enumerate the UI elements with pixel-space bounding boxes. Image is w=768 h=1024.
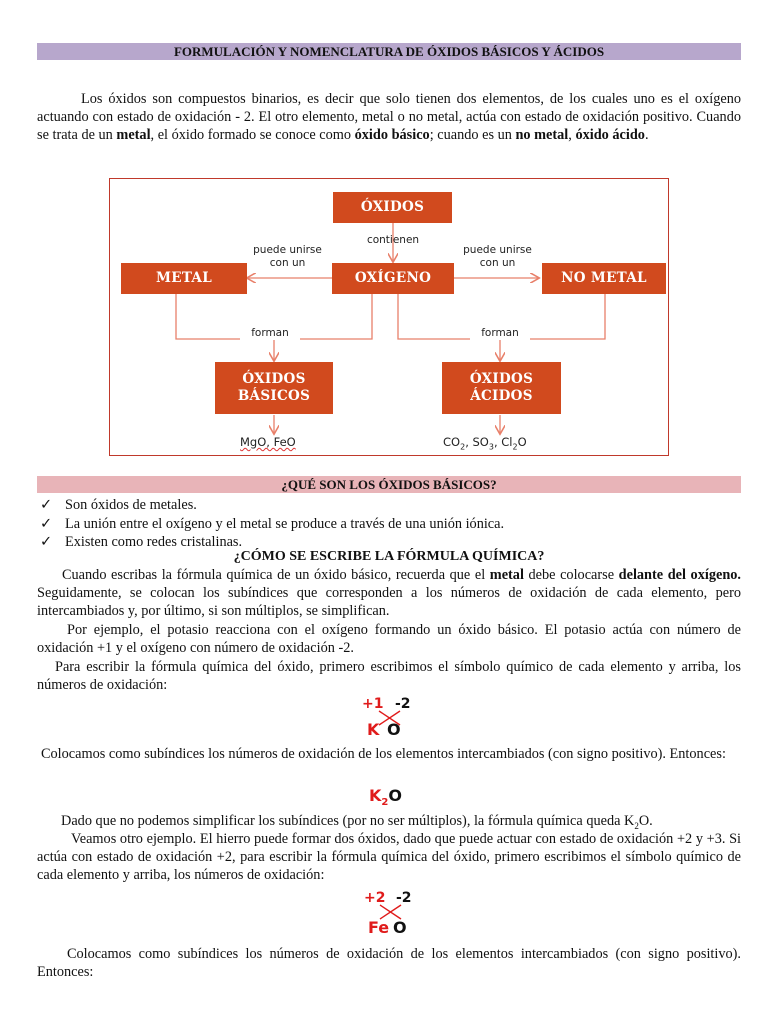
k2o-formula: $K_2O$ (369, 786, 402, 809)
box-oxidos: ÓXIDOS (333, 192, 452, 223)
box-no-metal: NO METAL (542, 263, 666, 294)
paragraph-subscripts: Colocamos como subíndices los números de oxidación de los elementos intercambiados (con signo positivo). Entonces: (41, 746, 726, 762)
basic-oxides-list (40, 496, 504, 552)
checkmark-icon: ✓ (40, 534, 52, 550)
box-oxidos-basicos: ÓXIDOS BÁSICOS (215, 362, 333, 414)
section-title-basic-oxides: ¿QUÉ SON LOS ÓXIDOS BÁSICOS? (37, 476, 741, 493)
formula-section-title: ¿CÓMO SE ESCRIBE LA FÓRMULA QUÍMICA? (233, 549, 545, 564)
paragraph-iron-example: Veamos otro ejemplo. El hierro puede formar dos óxidos, dado que puede actuar con estado de oxidación +2 y +3. Si actúa con estado de oxidación +2, para escribir la fórmula química del óxido, primero escribimos el símbolo químico de cada elemento y arriba, los números de oxidación: (37, 831, 741, 884)
paragraph-potassium-example: Por ejemplo, el potasio reacciona con el oxígeno formando un óxido básico. El potasio actúa con número de oxidación +1 y el oxígeno con número de oxidación -2. (37, 622, 741, 657)
page-title: FORMULACIÓN Y NOMENCLATURA DE ÓXIDOS BÁSICOS Y ÁCIDOS (37, 43, 741, 60)
oxides-concept-map (109, 178, 669, 456)
paragraph-write-symbols: Para escribir la fórmula química del óxido, primero escribimos el símbolo químico de cada elemento y arriba, los números de oxidación: (37, 659, 741, 694)
paragraph-k2o-result: Dado que no podemos simplificar los subíndices (por no ser múltiplos), la fórmula química queda $K_2O$. (61, 813, 653, 831)
list-item: ✓ La unión entre el oxígeno y el metal se produce a través de una unión iónica. (40, 515, 505, 532)
checkmark-icon: ✓ (40, 497, 52, 513)
box-metal: METAL (121, 263, 247, 294)
basic-oxide-examples: MgO, FeO (240, 435, 296, 449)
intro-paragraph: Los óxidos son compuestos binarios, es decir que solo tienen dos elementos, de los cuales uno es el oxígeno actuando con estado de oxidación - 2. El otro elemento, metal o no metal, actúa con estado de oxidación positivo. Cuando se trata de un metal, el óxido formado se conoce como óxido básico; cuando es un no metal, óxido ácido. (37, 91, 741, 144)
label-contienen: contienen (366, 234, 420, 246)
list-item: ✓ Son óxidos de metales. (40, 497, 197, 513)
paragraph-formula-rule: Cuando escribas la fórmula química de un óxido básico, recuerda que el metal debe colocarse delante del oxígeno. Seguidamente, se colocan los subíndices que corresponden a los números de oxidación de cada elemento, pero intercambiados y, por último, si son múltiplos, se simplifican. (37, 567, 741, 620)
acid-oxide-examples: $CO_2$, $SO_3$, $Cl_2O$ (443, 435, 527, 452)
list-item: ✓ Existen como redes cristalinas. (40, 534, 243, 550)
label-puede-unirse-right: puede unirse con un (463, 244, 532, 269)
label-forman-left: forman (240, 327, 300, 340)
label-puede-unirse-left: puede unirse con un (253, 244, 322, 269)
box-oxidos-acidos: ÓXIDOS ÁCIDOS (442, 362, 561, 414)
paragraph-subscripts-iron: Colocamos como subíndices los números de oxidación de los elementos intercambiados (con signo positivo). Entonces: (37, 946, 741, 981)
checkmark-icon: ✓ (40, 515, 52, 532)
label-forman-right: forman (470, 327, 530, 340)
box-oxigeno: OXÍGENO (332, 263, 454, 294)
